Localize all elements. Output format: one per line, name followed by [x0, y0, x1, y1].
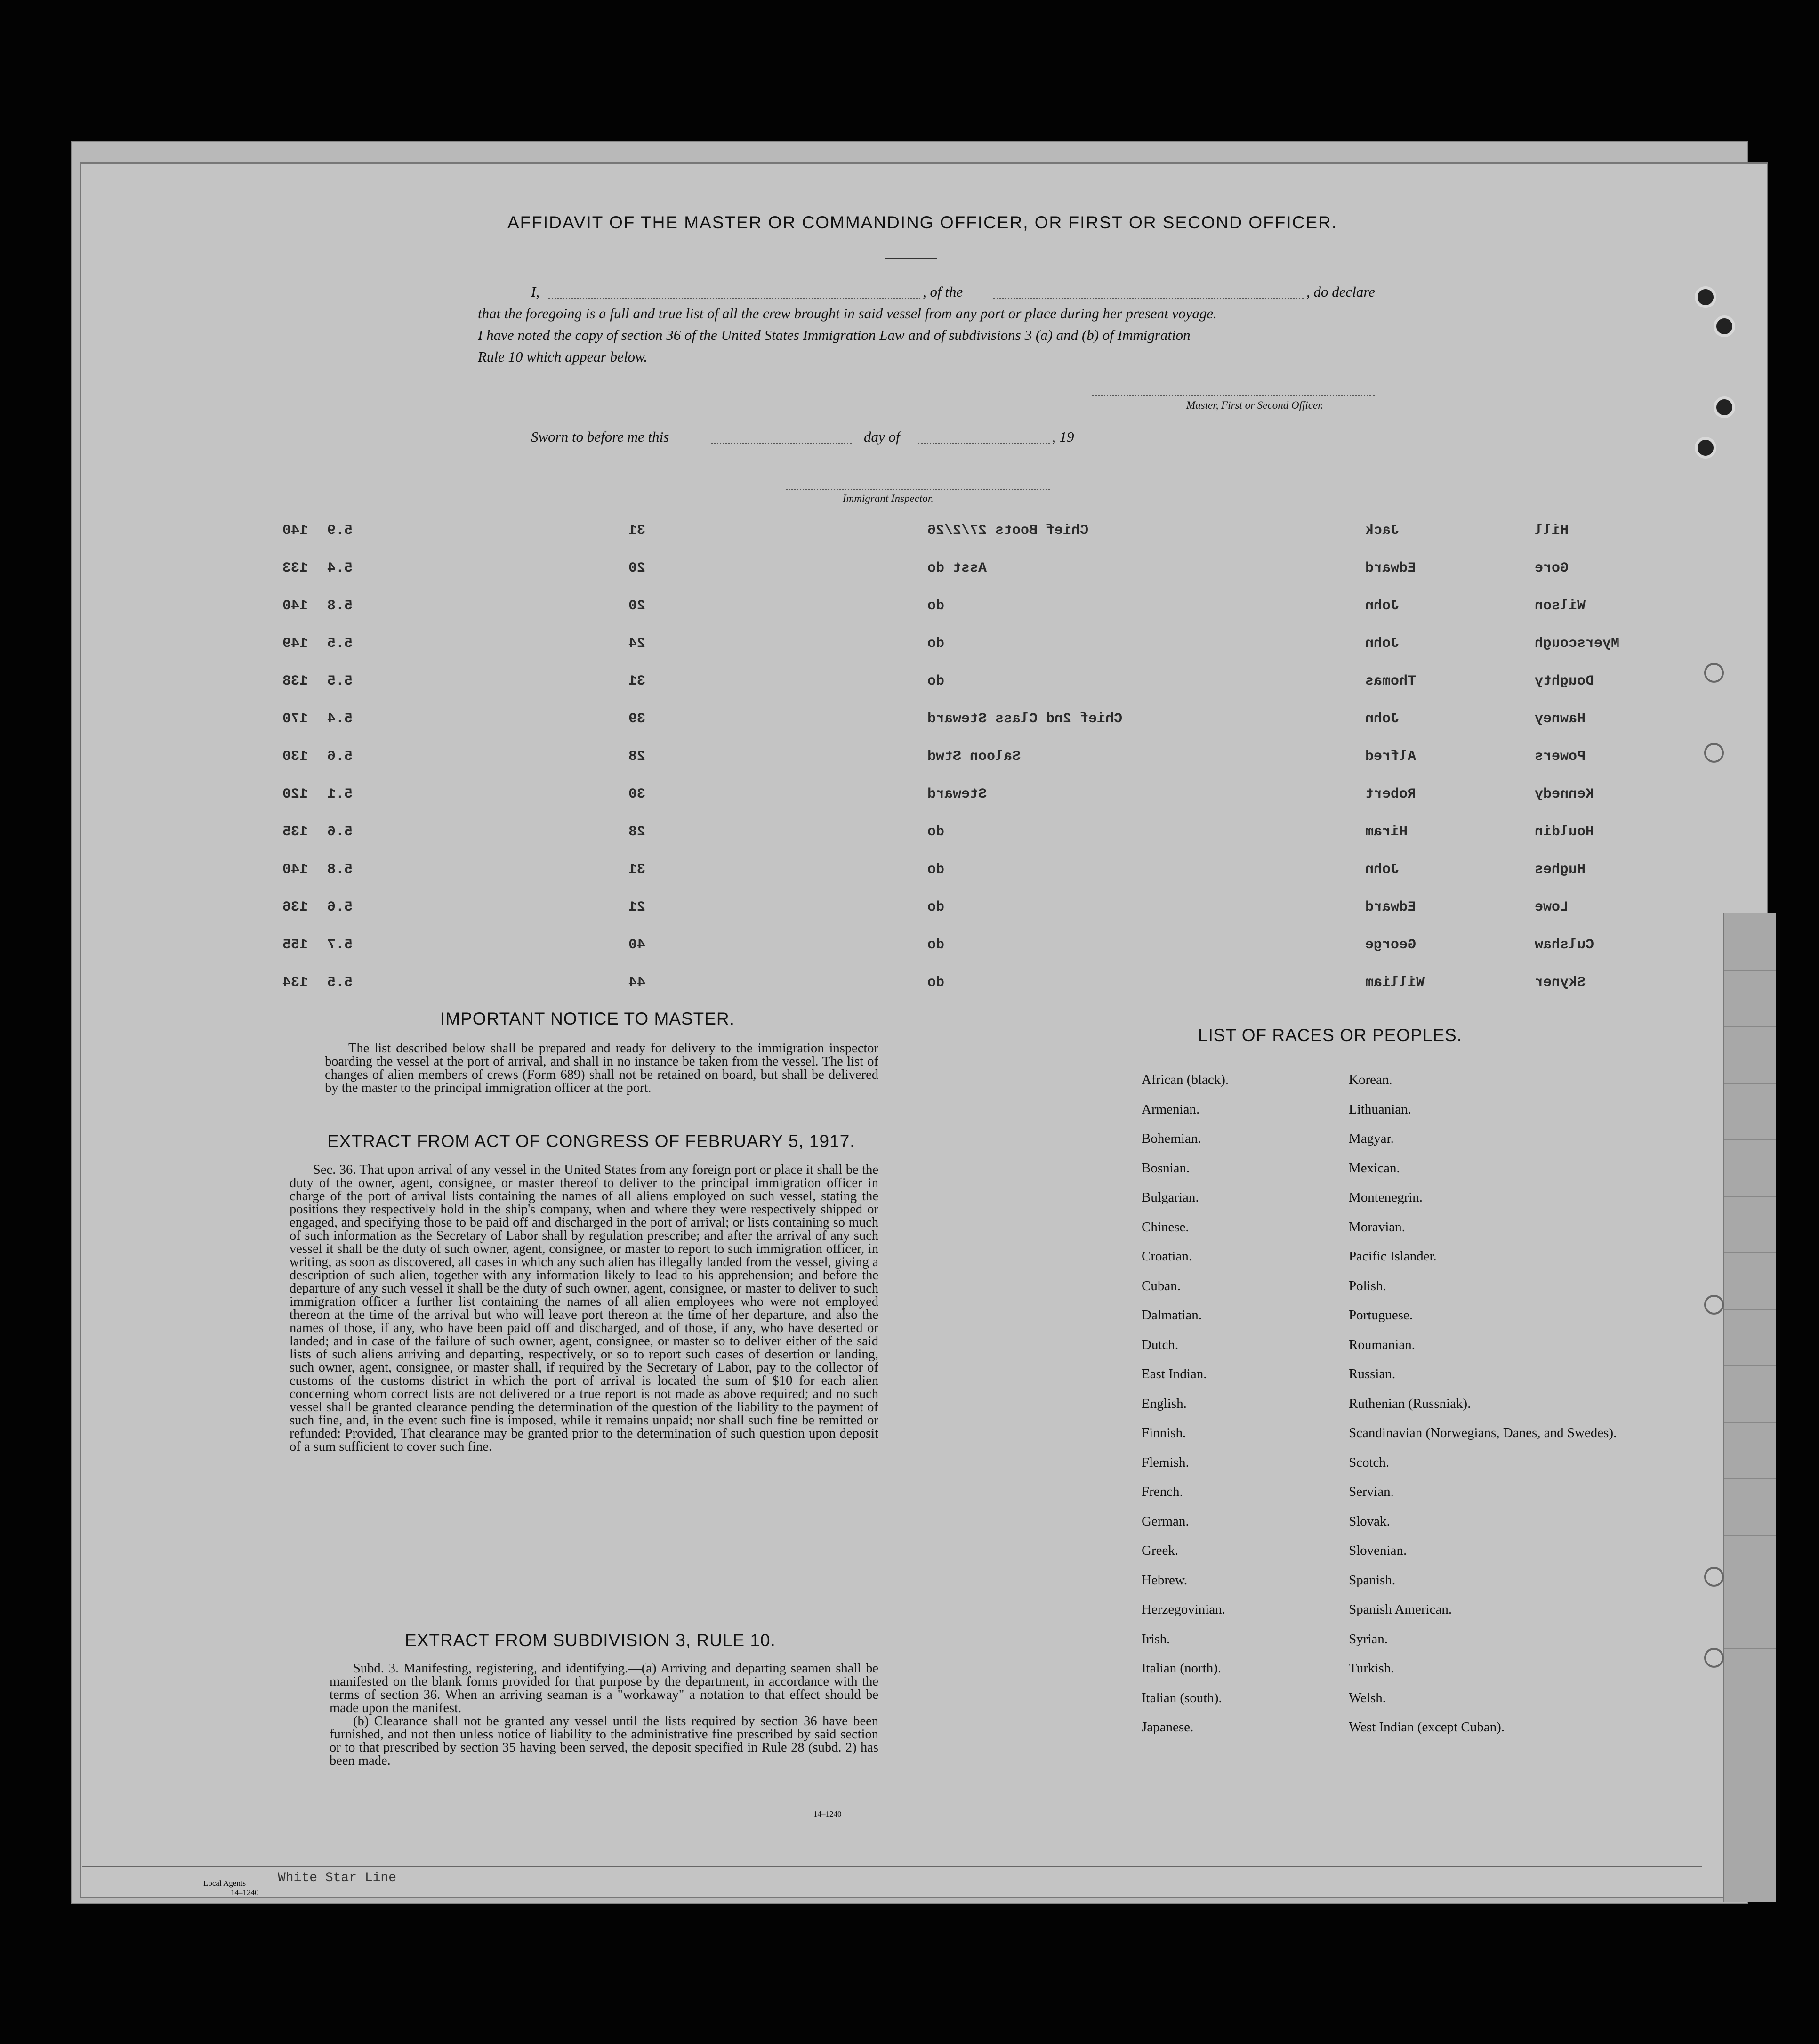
crew-position: Saloon Stwd [927, 749, 1021, 765]
notice-paragraph: The list described below shall be prepared and ready for delivery to the immigration inspector boarding the vessel at the port of arrival, and shall in no instance be taken from the vessel. The list of changes of alien members of crews (Form 689) shall not be retained on board, but shall be delivered by the master to the principal immigration officer at the port. [325, 1041, 878, 1095]
race-right-item: Servian. [1349, 1484, 1394, 1499]
race-left-item: French. [1142, 1484, 1183, 1499]
crew-given: Thomas [1365, 673, 1417, 689]
crew-given: George [1365, 937, 1417, 953]
crew-surname: Culshaw [1535, 937, 1594, 953]
crew-surname: Kennedy [1535, 786, 1594, 802]
crew-given: John [1365, 711, 1400, 727]
line-name: White Star Line [278, 1871, 397, 1885]
races-right-column [1349, 1073, 1617, 1750]
crew-age: 24 [628, 636, 646, 652]
race-left-item: Hebrew. [1142, 1572, 1188, 1588]
crew-age: 30 [628, 786, 646, 802]
crew-given: Alfred [1365, 749, 1417, 765]
crew-weight: 130 [282, 749, 308, 765]
form-number: 14–1240 [813, 1810, 842, 1818]
crew-weight: 135 [282, 824, 308, 840]
crew-row [282, 560, 1685, 582]
crew-age: 44 [628, 975, 646, 991]
blank-line [993, 298, 1304, 299]
race-left-item: East Indian. [1142, 1366, 1207, 1382]
punch-hole [1714, 315, 1735, 337]
crew-given: John [1365, 598, 1400, 614]
crew-height: 5.7 [327, 937, 353, 953]
affidavit-title: AFFIDAVIT OF THE MASTER OR COMMANDING OFFICER, OR FIRST OR SECOND OFFICER. [507, 213, 1338, 232]
race-left-item: Cuban. [1142, 1278, 1181, 1293]
crew-row [282, 975, 1685, 996]
crew-surname: Myerscough [1535, 636, 1620, 652]
punch-hole [1704, 743, 1724, 763]
race-left-item: Herzegovinian. [1142, 1602, 1225, 1617]
race-right-item: Lithuanian. [1349, 1101, 1411, 1117]
crew-row [282, 749, 1685, 770]
race-right-item: West Indian (except Cuban). [1349, 1720, 1505, 1735]
notice-title: IMPORTANT NOTICE TO MASTER. [440, 1009, 735, 1028]
race-right-item: Pacific Islander. [1349, 1249, 1437, 1264]
crew-surname: Lowe [1535, 899, 1569, 915]
race-left-item: German. [1142, 1513, 1189, 1529]
race-left-item: English. [1142, 1396, 1187, 1411]
crew-surname: Doughty [1535, 673, 1594, 689]
race-right-item: Scotch. [1349, 1454, 1390, 1470]
race-right-item: Spanish American. [1349, 1602, 1452, 1617]
race-right-item: Welsh. [1349, 1690, 1386, 1705]
race-right-item: Portuguese. [1349, 1308, 1413, 1323]
crew-row [282, 636, 1685, 657]
master-caption: Master, First or Second Officer. [1186, 399, 1324, 411]
crew-position: do [927, 937, 945, 953]
footer-rule [82, 1866, 1702, 1867]
crew-age: 31 [628, 523, 646, 539]
blank-line [918, 443, 1050, 444]
crew-weight: 138 [282, 673, 308, 689]
crew-position: do [927, 598, 945, 614]
crew-height: 5.9 [327, 523, 353, 539]
crew-age: 39 [628, 711, 646, 727]
punch-hole [1704, 1567, 1724, 1587]
affidavit-line-3: I have noted the copy of section 36 of the United States Immigration Law and of subdivisions 3 (a) and (b) of Immigration [478, 327, 1191, 343]
crew-given: Hiram [1365, 824, 1408, 840]
crew-position: do [927, 636, 945, 652]
crew-height: 5.4 [327, 711, 353, 727]
crew-row [282, 598, 1685, 620]
punch-hole [1695, 286, 1716, 308]
crew-height: 5.6 [327, 899, 353, 915]
race-right-item: Mexican. [1349, 1160, 1400, 1176]
crew-age: 28 [628, 749, 646, 765]
crew-surname: Houldin [1535, 824, 1594, 840]
crew-height: 5.8 [327, 598, 353, 614]
race-right-item: Russian. [1349, 1366, 1396, 1382]
race-right-item: Turkish. [1349, 1661, 1394, 1676]
blank-line [711, 443, 852, 444]
crew-surname: Hughes [1535, 862, 1586, 878]
inspector-caption: Immigrant Inspector. [843, 493, 934, 504]
race-left-item: Bohemian. [1142, 1131, 1201, 1146]
act-body [290, 1163, 878, 1454]
crew-age: 31 [628, 862, 646, 878]
crew-position: do [927, 673, 945, 689]
crew-height: 5.1 [327, 786, 353, 802]
races-left-column [1142, 1073, 1229, 1750]
crew-given: Edward [1365, 899, 1417, 915]
crew-given: Jack [1365, 523, 1400, 539]
crew-surname: Hawney [1535, 711, 1586, 727]
crew-row [282, 673, 1685, 695]
race-right-item: Polish. [1349, 1278, 1386, 1293]
rule-paragraph-b: (b) Clearance shall not be granted any vessel until the lists required by section 36 have been furnished, and not then unless notice of liability to the administrative fine prescribed by said section or to that prescribed by section 35 having been served, the deposit specified in Rule 28 (subd. 2) has been made. [330, 1714, 878, 1768]
act-paragraph: Sec. 36. That upon arrival of any vessel in the United States from any foreign port or place it shall be the duty of the owner, agent, consignee, or master thereof to deliver to the principal immigration officer in charge of the port of arrival lists containing the names of all aliens employed on such vessel, stating the positions they respectively hold in the ship's company, when and where they were respectively shipped or engaged, and specifying those to be paid off and discharged in the port of arrival; or lists containing so much of such information as the Secretary of Labor shall by regulation prescribe; and after the arrival of any such vessel it shall be the duty of such owner, agent, consignee, or master to report to such immigration officer, in writing, as soon as discovered, all cases in which any such alien has illegally landed from the vessel, giving a description of such alien, together with any information likely to lead to his apprehension; and before the departure of any such vessel it shall be the duty of such owner, agent, consignee, or master to deliver to such immigration officer a further list containing the names of all alien employees who were not employed thereon at the time of the arrival but who will leave port thereon at the time of her departure, and also the names of those, if any, who have been paid off and discharged, and of those, if any, who have deserted or landed; and in case of the failure of such owner, agent, consignee, or master so to deliver either of the said lists of such aliens arriving and departing, respectively, or so to report such cases of desertion or landing, such owner, agent, consignee, or master shall, if required by the Secretary of Labor, pay to the collector of customs of the customs district in which the port of arrival is located the sum of $10 for each alien concerning whom correct lists are not delivered or a true report is not made as above required; and no such vessel shall be granted clearance pending the determination of the question of the liability to the payment of such fine, and, in the event such fine is imposed, while it remains unpaid; nor shall such fine be remitted or refunded: Provided, That clearance may be granted prior to the determination of such question upon deposit of a sum sufficient to cover such fine. [290, 1163, 878, 1454]
crew-weight: 155 [282, 937, 308, 953]
crew-given: Robert [1365, 786, 1417, 802]
crew-age: 28 [628, 824, 646, 840]
crew-position: Asst do [927, 560, 987, 576]
crew-row [282, 711, 1685, 733]
race-right-item: Slovak. [1349, 1513, 1390, 1529]
crew-position: do [927, 824, 945, 840]
crew-given: William [1365, 975, 1425, 991]
underlying-ledger-edge [1723, 913, 1776, 1902]
sworn-label: Sworn to before me this [531, 428, 669, 445]
race-left-item: Croatian. [1142, 1249, 1192, 1264]
race-right-item: Roumanian. [1349, 1337, 1415, 1352]
crew-age: 40 [628, 937, 646, 953]
crew-height: 5.8 [327, 862, 353, 878]
race-left-item: Finnish. [1142, 1425, 1186, 1440]
race-left-item: Flemish. [1142, 1454, 1189, 1470]
race-left-item: Italian (north). [1142, 1661, 1222, 1676]
signature-line [1092, 395, 1375, 396]
crew-position: do [927, 862, 945, 878]
crew-position: Steward [927, 786, 987, 802]
crew-weight: 140 [282, 862, 308, 878]
crew-height: 5.5 [327, 673, 353, 689]
crew-height: 5.5 [327, 975, 353, 991]
crew-weight: 133 [282, 560, 308, 576]
day-of-label: day of [864, 428, 900, 445]
race-left-item: Irish. [1142, 1631, 1170, 1647]
local-agents-number: 14–1240 [231, 1888, 259, 1897]
race-left-item: Dutch. [1142, 1337, 1179, 1352]
crew-weight: 120 [282, 786, 308, 802]
crew-weight: 140 [282, 598, 308, 614]
race-right-item: Magyar. [1349, 1131, 1394, 1146]
crew-height: 5.5 [327, 636, 353, 652]
year-label: , 19 [1052, 428, 1074, 445]
punch-hole [1704, 663, 1724, 683]
crew-row [282, 899, 1685, 921]
race-right-item: Spanish. [1349, 1572, 1396, 1588]
declare-i: I, [531, 283, 540, 300]
crew-weight: 140 [282, 523, 308, 539]
race-right-item: Korean. [1349, 1072, 1392, 1087]
crew-row [282, 862, 1685, 883]
crew-position: do [927, 899, 945, 915]
crew-weight: 149 [282, 636, 308, 652]
race-right-item: Slovenian. [1349, 1543, 1407, 1558]
crew-age: 31 [628, 673, 646, 689]
crew-height: 5.6 [327, 749, 353, 765]
crew-age: 20 [628, 560, 646, 576]
crew-row [282, 523, 1685, 544]
crew-row [282, 937, 1685, 959]
rule-body [330, 1662, 878, 1768]
race-right-item: Ruthenian (Russniak). [1349, 1396, 1471, 1411]
crew-given: John [1365, 636, 1400, 652]
race-left-item: Bulgarian. [1142, 1190, 1199, 1205]
crew-age: 20 [628, 598, 646, 614]
race-left-item: Chinese. [1142, 1219, 1189, 1235]
race-left-item: Japanese. [1142, 1720, 1194, 1735]
race-right-item: Scandinavian (Norwegians, Danes, and Swedes). [1349, 1425, 1617, 1440]
crew-row [282, 824, 1685, 846]
crew-surname: Skyner [1535, 975, 1586, 991]
crew-surname: Hill [1535, 523, 1569, 539]
punch-hole [1704, 1648, 1724, 1668]
local-agents: Local Agents [203, 1879, 246, 1888]
punch-hole [1714, 396, 1735, 418]
crew-position: do [927, 975, 945, 991]
race-left-item: Italian (south). [1142, 1690, 1222, 1705]
crew-weight: 136 [282, 899, 308, 915]
races-title: LIST OF RACES OR PEOPLES. [1198, 1026, 1462, 1045]
race-left-item: Greek. [1142, 1543, 1179, 1558]
crew-weight: 134 [282, 975, 308, 991]
race-left-item: Armenian. [1142, 1101, 1200, 1117]
race-left-item: Dalmatian. [1142, 1308, 1202, 1323]
declare-of-the: , of the [923, 283, 963, 300]
crew-surname: Gore [1535, 560, 1569, 576]
crew-weight: 170 [282, 711, 308, 727]
crew-surname: Wilson [1535, 598, 1586, 614]
race-left-item: Bosnian. [1142, 1160, 1190, 1176]
rule-paragraph-a: Subd. 3. Manifesting, registering, and identifying.—(a) Arriving and departing seamen shall be manifested on the blank forms provided for that purpose by the department, in accordance with the terms of section 36. When an arriving seaman is a "workaway" a notation to that effect should be made upon the manifest. [330, 1661, 878, 1715]
rule-title: EXTRACT FROM SUBDIVISION 3, RULE 10. [405, 1631, 776, 1650]
crew-height: 5.4 [327, 560, 353, 576]
crew-position: Chief Boots 27/2/26 [927, 523, 1089, 539]
affidavit-line-4: Rule 10 which appear below. [478, 348, 648, 365]
race-right-item: Montenegrin. [1349, 1190, 1423, 1205]
race-left-item: African (black). [1142, 1072, 1229, 1087]
crew-row [282, 786, 1685, 808]
crew-age: 21 [628, 899, 646, 915]
crew-position: Chief 2nd Class Steward [927, 711, 1123, 727]
act-title: EXTRACT FROM ACT OF CONGRESS OF FEBRUARY 5, 1917. [327, 1131, 855, 1151]
blank-line [548, 298, 920, 299]
crew-given: John [1365, 862, 1400, 878]
affidavit-line-2: that the foregoing is a full and true list of all the crew brought in said vessel from any port or place during her present voyage. [478, 305, 1217, 322]
crew-height: 5.6 [327, 824, 353, 840]
crew-given: Edward [1365, 560, 1417, 576]
punch-hole [1704, 1295, 1724, 1315]
notice-body [325, 1042, 878, 1095]
race-right-item: Moravian. [1349, 1219, 1405, 1235]
race-right-item: Syrian. [1349, 1631, 1388, 1647]
punch-hole [1695, 437, 1716, 459]
inspector-line [786, 489, 1050, 490]
crew-surname: Powers [1535, 749, 1586, 765]
title-underline [885, 258, 937, 259]
declare-do: , do declare [1306, 283, 1376, 300]
